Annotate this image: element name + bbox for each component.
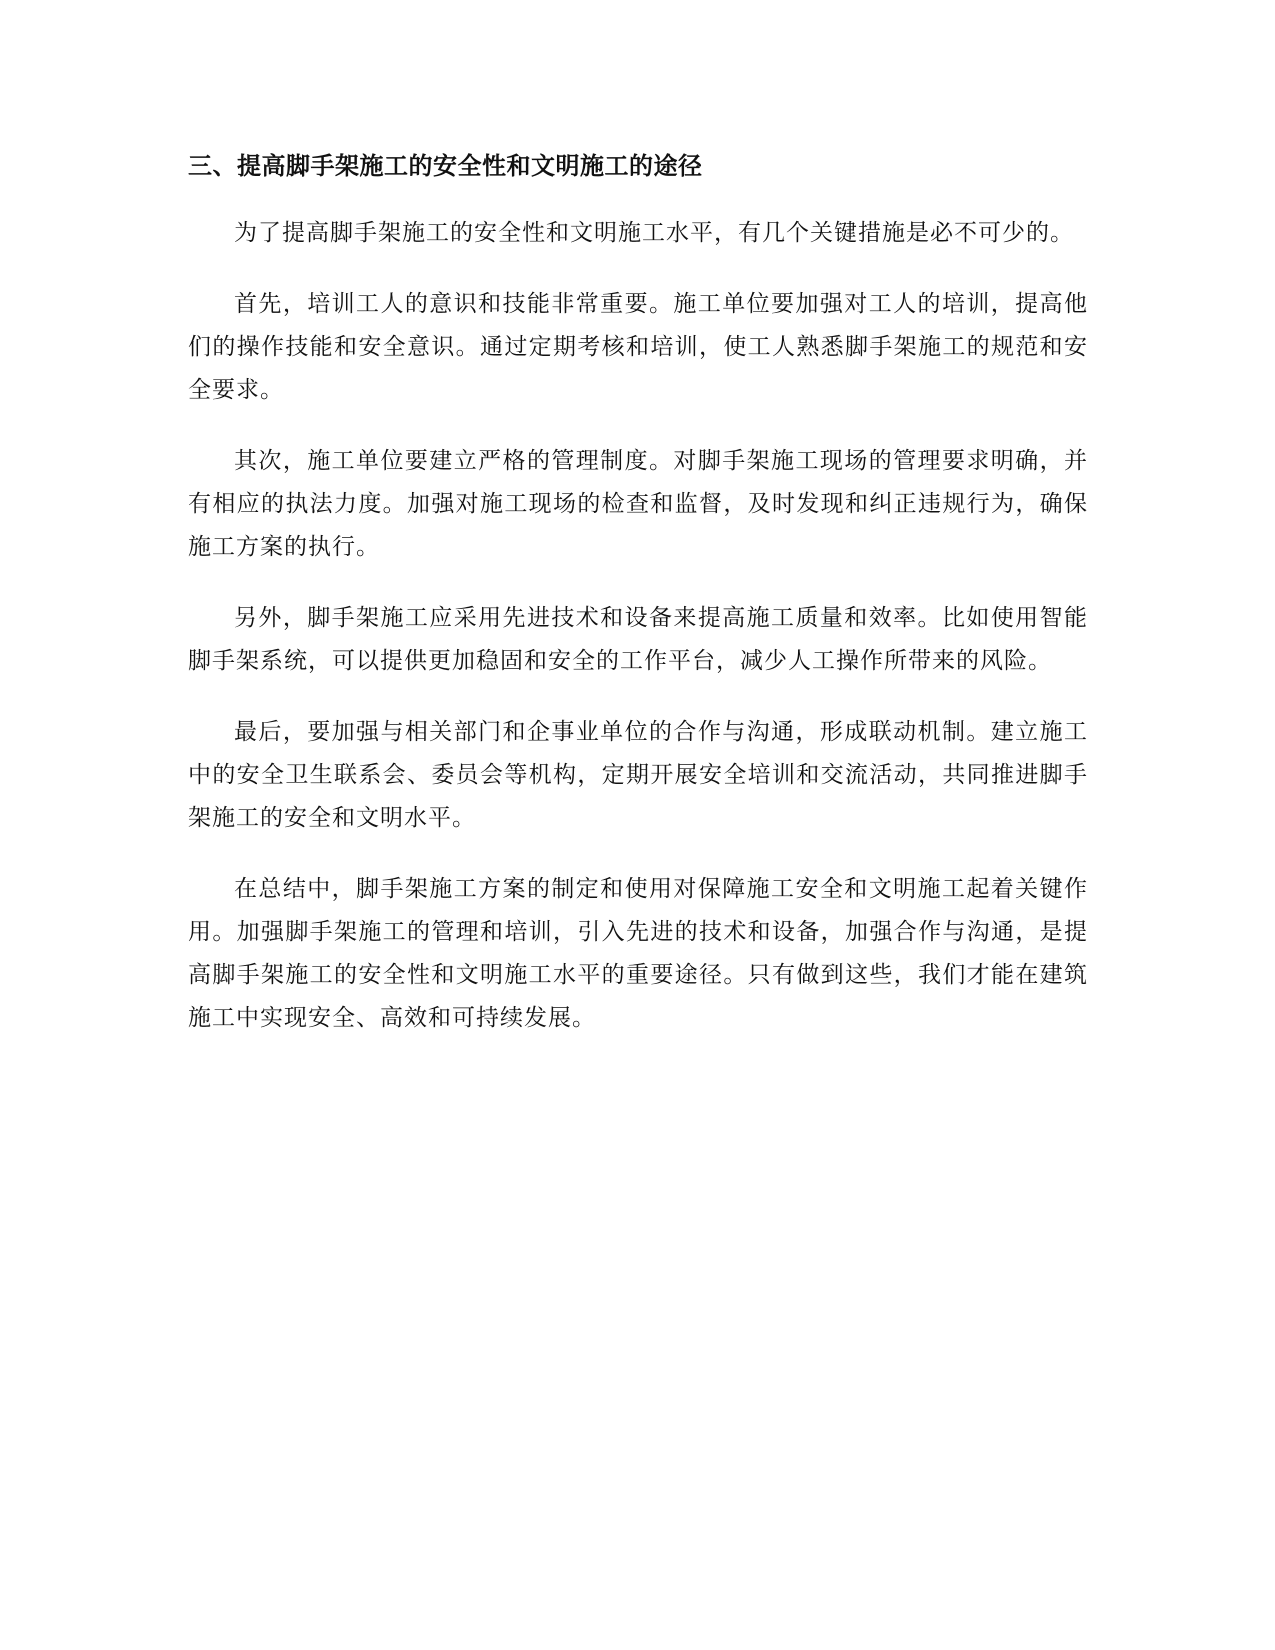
paragraph-training: 首先，培训工人的意识和技能非常重要。施工单位要加强对工人的培训，提高他们的操作技能和安全意识。通过定期考核和培训，使工人熟悉脚手架施工的规范和安全要求。 <box>188 291 1088 403</box>
paragraph-cooperation: 最后，要加强与相关部门和企事业单位的合作与沟通，形成联动机制。建立施工中的安全卫生联系会、委员会等机构，定期开展安全培训和交流活动，共同推进脚手架施工的安全和文明水平。 <box>188 719 1088 831</box>
paragraph-intro: 为了提高脚手架施工的安全性和文明施工水平，有几个关键措施是必不可少的。 <box>234 220 1074 246</box>
paragraph-summary: 在总结中，脚手架施工方案的制定和使用对保障施工安全和文明施工起着关键作用。加强脚手架施工的管理和培训，引入先进的技术和设备，加强合作与沟通，是提高脚手架施工的安全性和文明施工水平的重要途径。只有做到这些，我们才能在建筑施工中实现安全、高效和可持续发展。 <box>188 876 1088 1031</box>
section-heading: 三、提高脚手架施工的安全性和文明施工的途径 <box>188 152 703 180</box>
paragraph-technology: 另外，脚手架施工应采用先进技术和设备来提高施工质量和效率。比如使用智能脚手架系统，可以提供更加稳固和安全的工作平台，减少人工操作所带来的风险。 <box>188 605 1088 674</box>
document-page <box>188 150 1088 1068</box>
paragraph-management: 其次，施工单位要建立严格的管理制度。对脚手架施工现场的管理要求明确，并有相应的执法力度。加强对施工现场的检查和监督，及时发现和纠正违规行为，确保施工方案的执行。 <box>188 448 1088 560</box>
